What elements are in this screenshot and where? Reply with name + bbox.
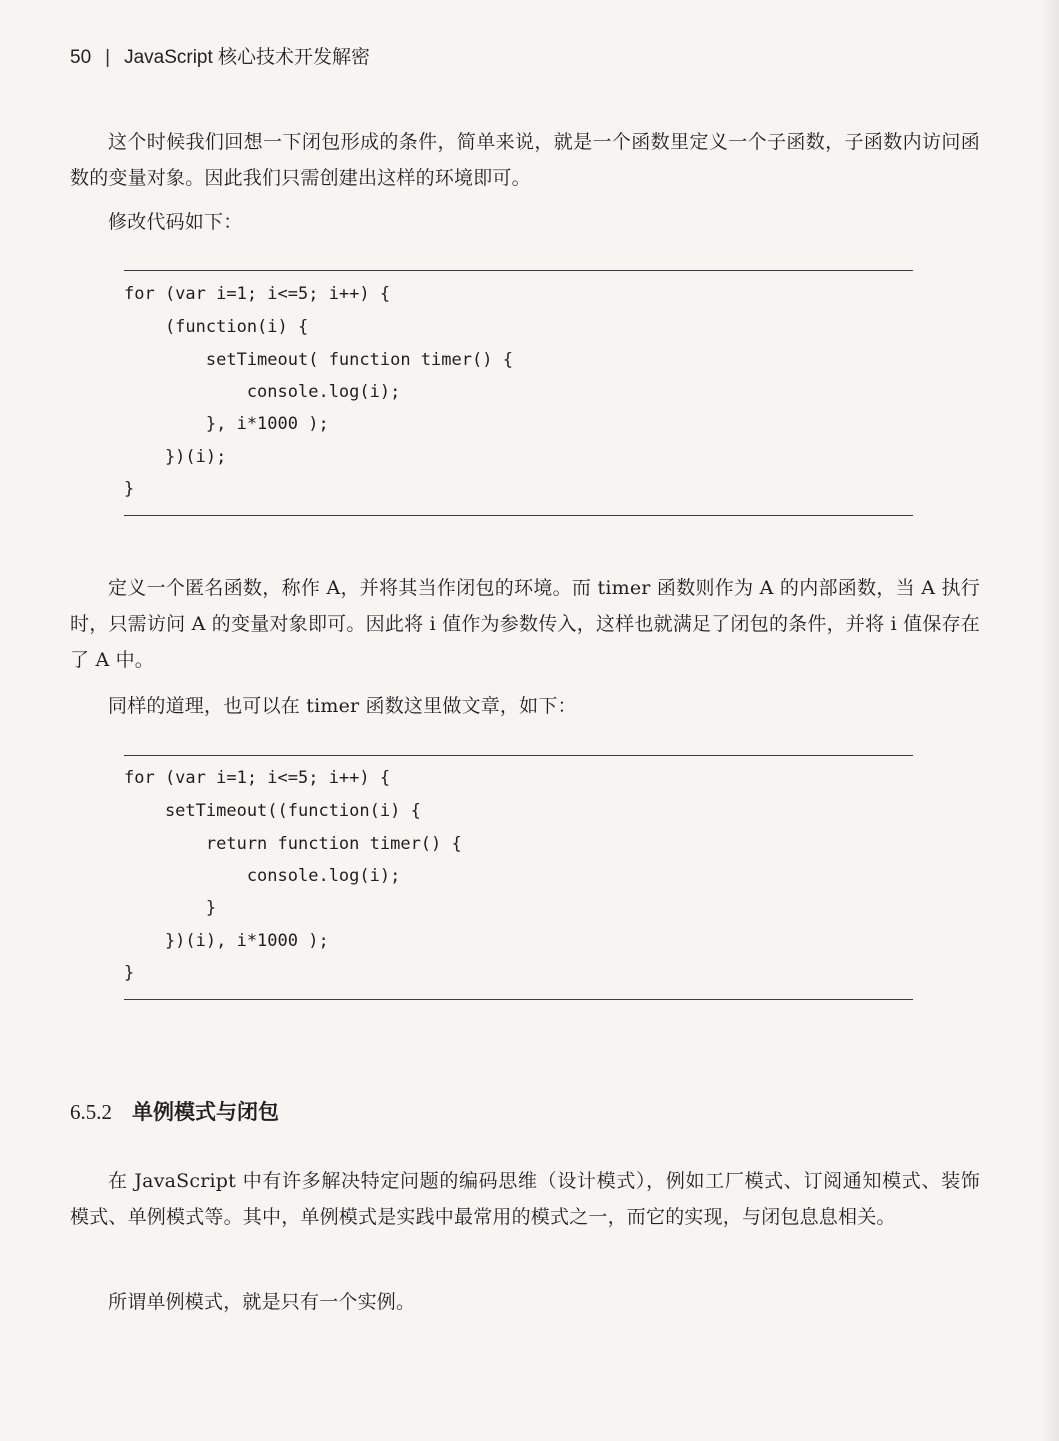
- paragraph-same-principle: 同样的道理，也可以在 timer 函数这里做文章，如下：: [108, 695, 577, 717]
- section-heading: [70, 1096, 279, 1126]
- code-line: return function timer() {: [124, 834, 462, 854]
- paragraph-singleton-definition: 所谓单例模式，就是只有一个实例。: [108, 1291, 416, 1313]
- code-line: }, i*1000 );: [124, 414, 329, 434]
- code-line: (function(i) {: [124, 317, 309, 337]
- running-header: [70, 42, 370, 69]
- code-line: setTimeout( function timer() {: [124, 350, 513, 370]
- page-number: 50: [70, 47, 92, 68]
- section-title: 单例模式与闭包: [132, 1099, 279, 1124]
- code-block-iife: [124, 270, 913, 516]
- code-block-timer: [124, 755, 913, 1000]
- code-line: setTimeout((function(i) {: [124, 801, 421, 821]
- book-title: JavaScript 核心技术开发解密: [124, 47, 371, 68]
- code-line: }: [124, 898, 217, 918]
- paragraph-modify-code: 修改代码如下：: [108, 211, 243, 233]
- section-number: 6.5.2: [70, 1100, 112, 1124]
- code-line: console.log(i);: [124, 866, 401, 886]
- code-line: for (var i=1; i<=5; i++) {: [124, 768, 391, 788]
- code-line: }: [124, 963, 135, 983]
- paragraph-closure-condition: 这个时候我们回想一下闭包形成的条件，简单来说，就是一个函数里定义一个子函数，子函数内访问函数的变量对象。因此我们只需创建出这样的环境即可。: [70, 131, 980, 189]
- code-line: }: [124, 479, 135, 499]
- code-line: })(i);: [124, 447, 227, 467]
- header-separator: |: [105, 47, 111, 68]
- code-line: })(i), i*1000 );: [124, 931, 329, 951]
- code-line: console.log(i);: [124, 382, 401, 402]
- code-line: for (var i=1; i<=5; i++) {: [124, 284, 391, 304]
- page-edge-shadow: [1041, 0, 1059, 1441]
- paragraph-anonymous-function: 定义一个匿名函数，称作 A，并将其当作闭包的环境。而 timer 函数则作为 A 的内部函数，当 A 执行时，只需访问 A 的变量对象即可。因此将 i 值作为参数传入，这样也就满足了闭包的条件，并将 i 值保存在了 A 中。: [70, 577, 980, 671]
- paragraph-design-patterns: 在 JavaScript 中有许多解决特定问题的编码思维（设计模式），例如工厂模式、订阅通知模式、装饰模式、单例模式等。其中，单例模式是实践中最常用的模式之一，而它的实现，与闭包息息相关。: [70, 1170, 980, 1228]
